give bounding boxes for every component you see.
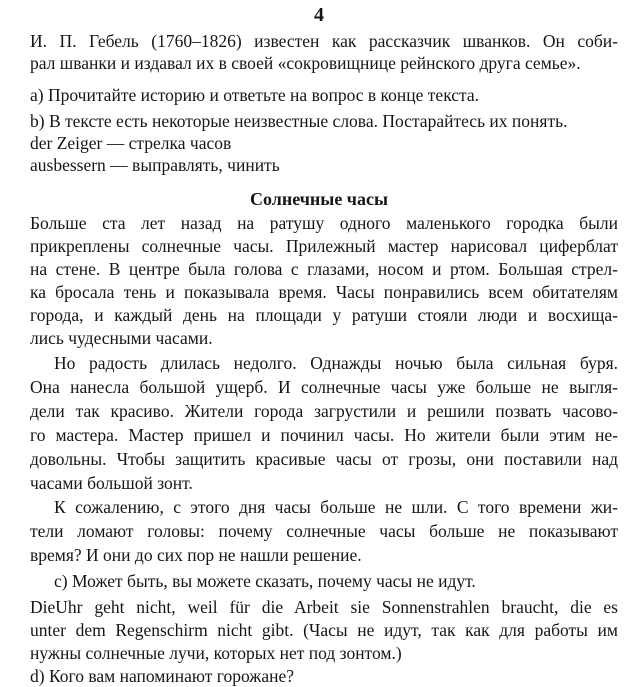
story-paragraph-3-line: время? И они до сих пор не нашли решение. <box>30 545 362 565</box>
vocabulary-item: ausbessern — выправлять, чинить <box>30 155 280 175</box>
story-paragraph-3-line: тели ломают головы: почему солнечные часы больше не показывают <box>30 521 618 541</box>
story-paragraph-2-line: го мастера. Мастер пришел и починил часы. Но жители были этим не- <box>30 425 618 445</box>
story-paragraph-1-line: Больше ста лет назад на ратушу одного маленького городка были <box>30 213 618 233</box>
story-paragraph-2-line: часами большой зонт. <box>30 473 193 493</box>
answer-line: DieUhr geht nicht, weil für die Arbeit sie Sonnenstrahlen braucht, die es <box>30 597 618 617</box>
story-paragraph-2-line: дели так красиво. Жители города загрустили и решили позвать часово- <box>30 401 618 421</box>
story-paragraph-1-line: на стене. В центре была голова с глазами, носом и ртом. Большая стрел- <box>30 259 618 279</box>
answer-line: unter dem Regenschirm nicht gibt. (Часы не идут, так как для работы им <box>30 620 618 640</box>
story-title: Солнечные часы <box>249 189 389 209</box>
story-paragraph-1-line: ка бросала тень и показывала время. Часы понравились всем обитателям <box>30 282 618 302</box>
task-a: а) Прочитайте историю и ответьте на вопрос в конце текста. <box>30 85 480 105</box>
story-paragraph-1-line: лись чудесными часами. <box>30 328 213 348</box>
task-c: с) Может быть, вы можете сказать, почему часы не идут. <box>54 571 476 591</box>
story-paragraph-1-line: города, и каждый день на площади у ратуши стояли люди и восхища- <box>30 305 618 325</box>
task-b: b) В тексте есть некоторые неизвестные слова. Постарайтесь их понять. <box>30 111 568 131</box>
answer-line: нужны солнечные лучи, которых нет под зонтом.) <box>30 643 402 663</box>
task-d: d) Кого вам напоминают горожане? <box>30 666 295 686</box>
story-paragraph-2-line: Она нанесла большой ущерб. И солнечные часы уже больше не выгля- <box>30 377 618 397</box>
story-paragraph-2-line: довольны. Чтобы защитить красивые часы от грозы, они поставили над <box>30 449 618 469</box>
story-paragraph-1-line: прикреплены солнечные часы. Прилежный мастер нарисовал циферблат <box>30 236 618 256</box>
story-paragraph-2-line: Но радость длилась недолго. Однажды ночью была сильная буря. <box>54 353 618 373</box>
vocabulary-item: der Zeiger — стрелка часов <box>30 133 232 153</box>
page-number: 4 <box>314 4 324 26</box>
story-paragraph-3-line: К сожалению, с этого дня часы больше не шли. С того времени жи- <box>54 497 618 517</box>
intro-line: рал шванки и издавал их в своей «сокровищнице рейнского друга семье». <box>30 53 581 73</box>
intro-line: И. П. Гебель (1760–1826) известен как рассказчик шванков. Он соби- <box>30 31 618 51</box>
